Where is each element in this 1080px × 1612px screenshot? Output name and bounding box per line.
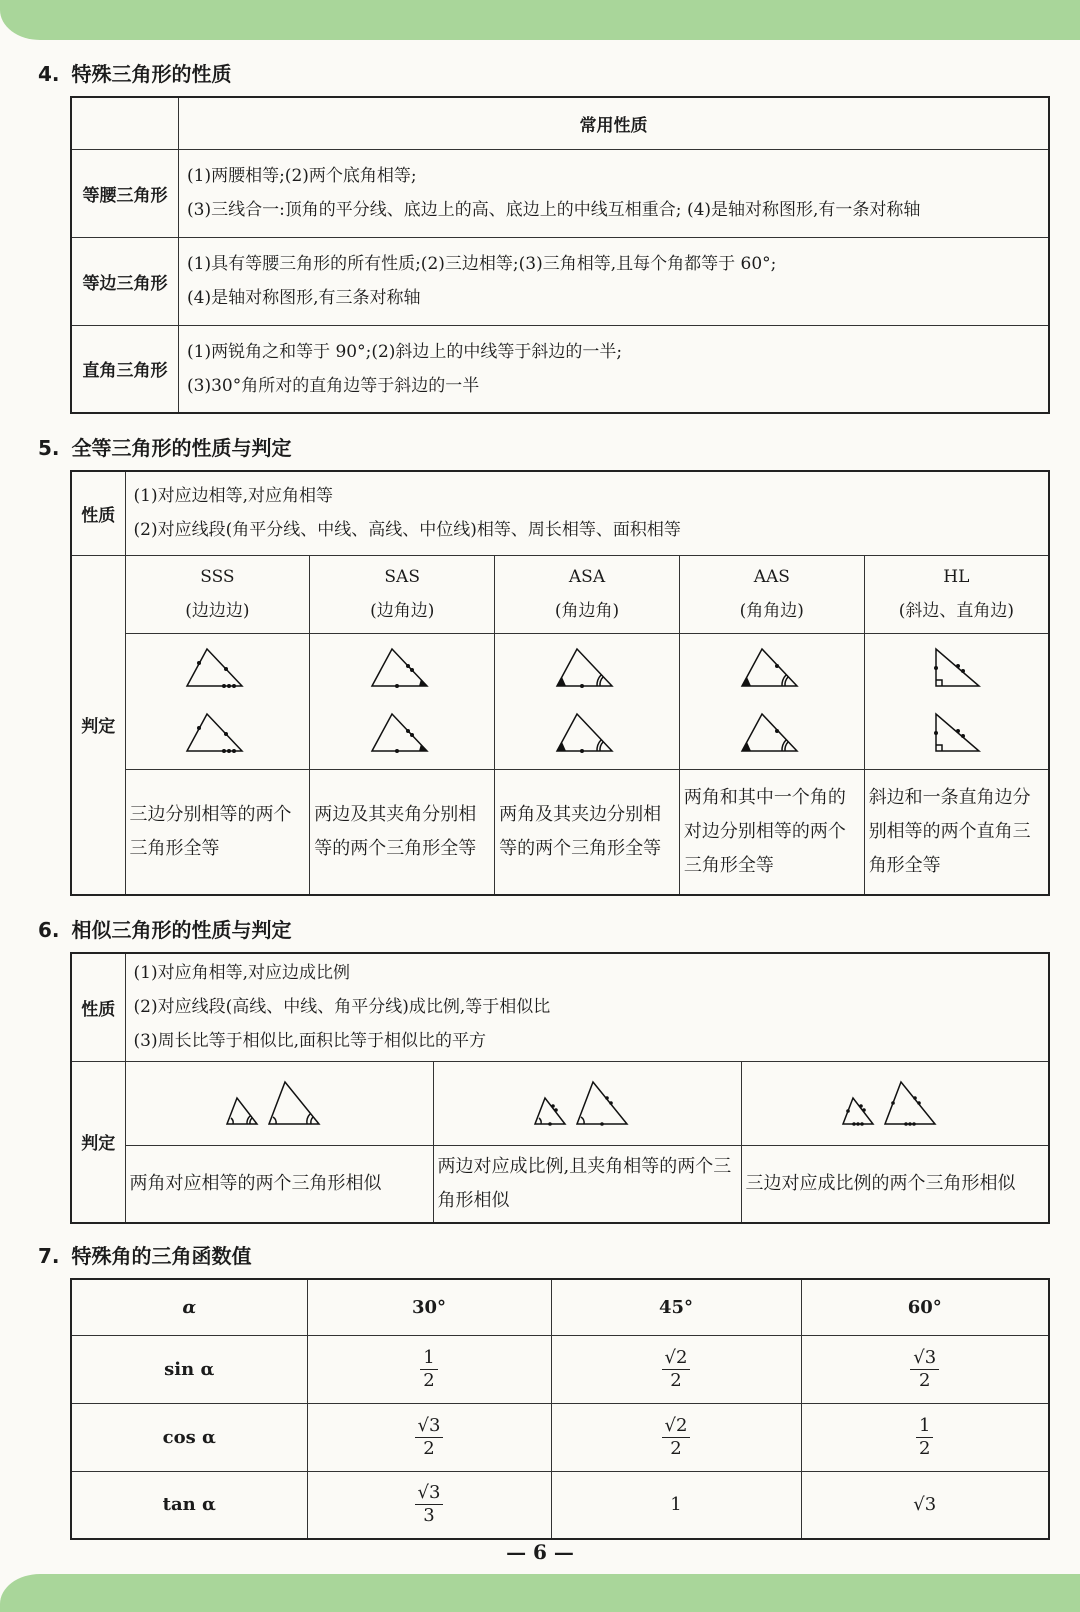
sin-45-value: $\frac{√2}{2}$ [551, 1335, 801, 1403]
cos-30-value: $\frac{√3}{2}$ [307, 1403, 551, 1471]
sas-diagram [310, 633, 495, 769]
table-row [71, 149, 1049, 237]
sss-similarity-description: 三边对应成比例的两个三角形相似 [741, 1145, 1049, 1223]
section-4-title: 4. 特殊三角形的性质 [38, 62, 232, 86]
criterion-sas: SAS (边角边) [310, 555, 495, 633]
top-color-band [0, 0, 1080, 40]
criterion-sss: SSS (边边边) [125, 555, 310, 633]
tan-45-value: 1 [551, 1471, 801, 1539]
header-45: 45° [551, 1279, 801, 1335]
row-label: 直角三角形 [71, 325, 179, 413]
row-content: (1)两锐角之和等于 90°;(2)斜边上的中线等于斜边的一半; (3)30°角所对的直角边等于斜边的一半 [179, 325, 1050, 413]
congruent-triangles-table [70, 470, 1050, 896]
property-label: 性质 [71, 953, 125, 1061]
asa-description: 两角及其夹边分别相等的两个三角形全等 [495, 769, 680, 895]
criterion-asa: ASA (角边角) [495, 555, 680, 633]
tan-60-value: √3 [801, 1471, 1049, 1539]
row-label: cos α [71, 1403, 307, 1471]
aas-description: 两角和其中一个角的对边分别相等的两个三角形全等 [679, 769, 864, 895]
aas-diagram [679, 633, 864, 769]
hl-description: 斜边和一条直角边分别相等的两个直角三角形全等 [864, 769, 1049, 895]
table-row [71, 325, 1049, 413]
header-30: 30° [307, 1279, 551, 1335]
sas-description: 两边及其夹角分别相等的两个三角形全等 [310, 769, 495, 895]
header-alpha: α [71, 1279, 307, 1335]
sas-similarity-description: 两边对应成比例,且夹角相等的两个三角形相似 [433, 1145, 741, 1223]
row-label: sin α [71, 1335, 307, 1403]
hl-diagram [864, 633, 1049, 769]
table-row [71, 1471, 1049, 1539]
similar-triangles-table [70, 952, 1050, 1224]
row-content: (1)两腰相等;(2)两个底角相等; (3)三线合一:顶角的平分线、底边上的高、底边上的中线互相重合; (4)是轴对称图形,有一条对称轴 [179, 149, 1050, 237]
cos-45-value: $\frac{√2}{2}$ [551, 1403, 801, 1471]
asa-diagram [495, 633, 680, 769]
criterion-hl: HL (斜边、直角边) [864, 555, 1049, 633]
section-6-title: 6. 相似三角形的性质与判定 [38, 918, 292, 942]
judgement-label: 判定 [71, 1061, 125, 1223]
criterion-aas: AAS (角角边) [679, 555, 864, 633]
tan-30-value: $\frac{√3}{3}$ [307, 1471, 551, 1539]
sss-similarity-diagram [741, 1061, 1049, 1145]
bottom-color-band [0, 1574, 1080, 1612]
header-60: 60° [801, 1279, 1049, 1335]
table-row [71, 1335, 1049, 1403]
property-label: 性质 [71, 471, 125, 555]
row-label: 等边三角形 [71, 237, 179, 325]
judgement-label: 判定 [71, 555, 125, 895]
trig-values-table [70, 1278, 1050, 1540]
special-triangles-table [70, 96, 1050, 414]
row-label: tan α [71, 1471, 307, 1539]
section-7-title: 7. 特殊角的三角函数值 [38, 1244, 252, 1268]
property-content: (1)对应角相等,对应边成比例 (2)对应线段(高线、中线、角平分线)成比例,等于相似比 (3)周长比等于相似比,面积比等于相似比的平方 [125, 953, 1049, 1061]
table-row [71, 237, 1049, 325]
aa-similarity-diagram [125, 1061, 433, 1145]
sas-similarity-diagram [433, 1061, 741, 1145]
cos-60-value: $\frac{1}{2}$ [801, 1403, 1049, 1471]
row-label: 等腰三角形 [71, 149, 179, 237]
corner-cell [71, 97, 179, 149]
page-number: — 6 — [506, 1540, 574, 1564]
aa-similarity-description: 两角对应相等的两个三角形相似 [125, 1145, 433, 1223]
property-content: (1)对应边相等,对应角相等 (2)对应线段(角平分线、中线、高线、中位线)相等、周长相等、面积相等 [125, 471, 1049, 555]
sss-diagram [125, 633, 310, 769]
header-common-properties: 常用性质 [179, 97, 1050, 149]
sin-60-value: $\frac{√3}{2}$ [801, 1335, 1049, 1403]
table-row [71, 1403, 1049, 1471]
row-content: (1)具有等腰三角形的所有性质;(2)三边相等;(3)三角相等,且每个角都等于 60°; (4)是轴对称图形,有三条对称轴 [179, 237, 1050, 325]
section-5-title: 5. 全等三角形的性质与判定 [38, 436, 292, 460]
sin-30-value: $\frac{1}{2}$ [307, 1335, 551, 1403]
sss-description: 三边分别相等的两个三角形全等 [125, 769, 310, 895]
